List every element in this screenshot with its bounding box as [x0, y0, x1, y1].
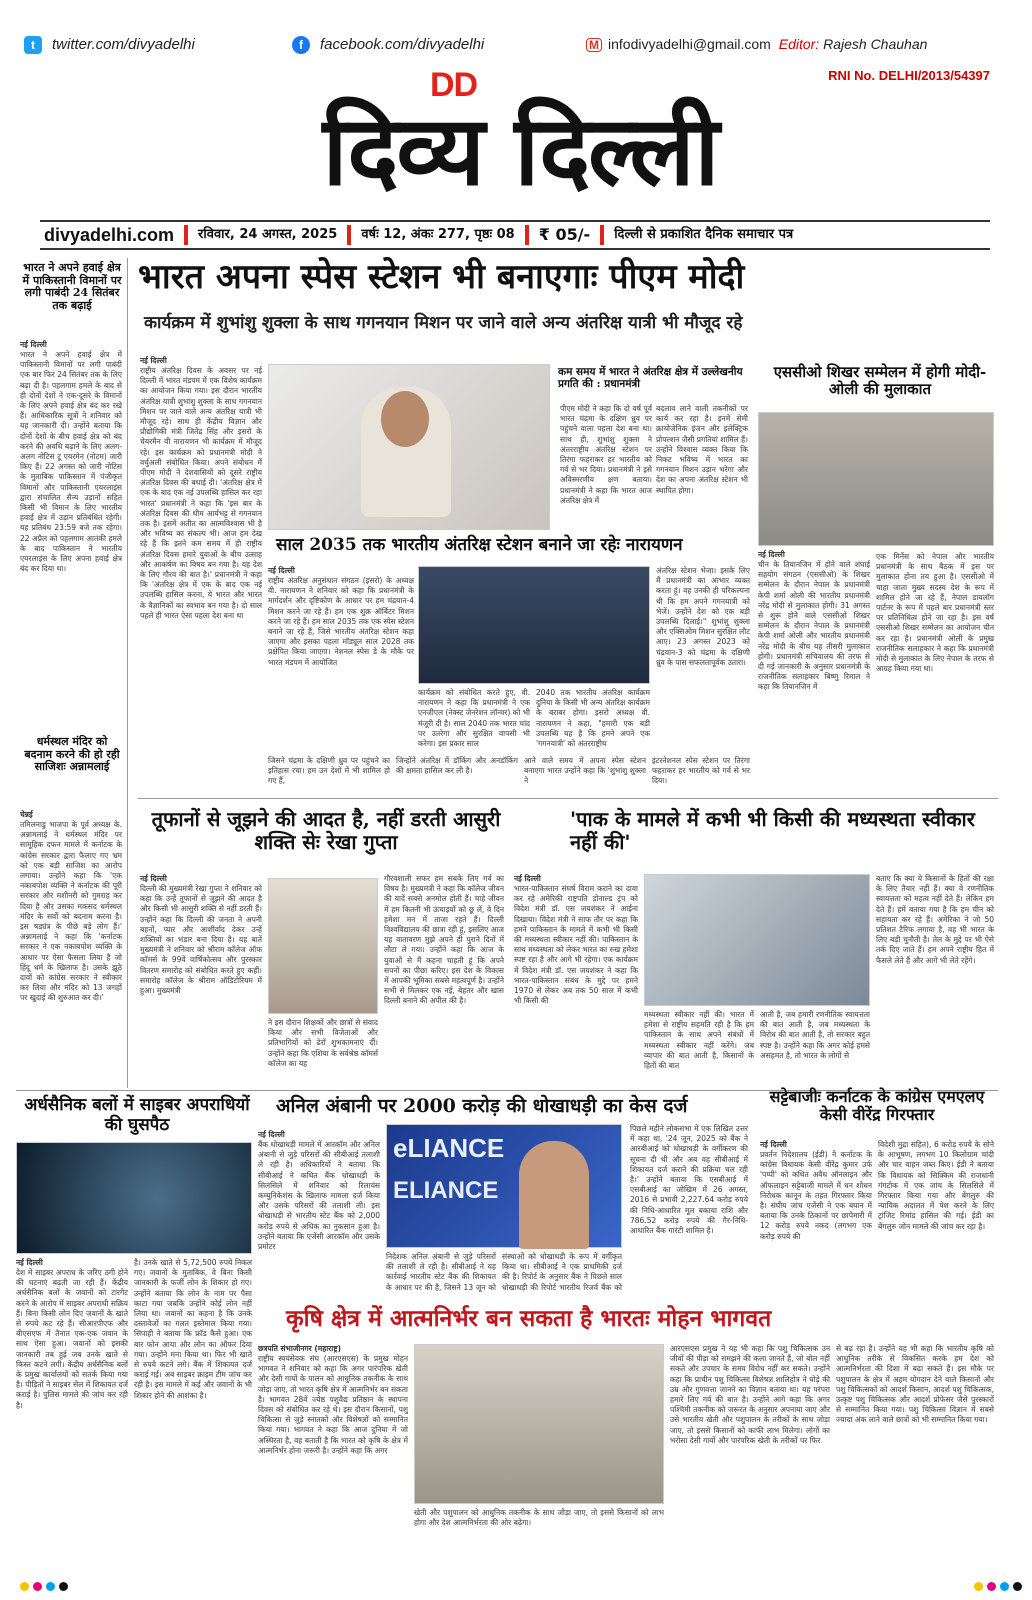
left-brief-headline-2: धर्मस्थल मंदिर को बदनाम करने की हो रही साजिशः अन्नामलाई [24, 735, 120, 774]
rekha-col-1: दिल्ली की मुख्यमंत्री रेखा गुप्ता ने शनिवार को कहा कि उन्हें तूफानों से जूझने की आदत है और किसी भी आसुरी शक्ति से नहीं डरती हैं। उन्होंने कहा कि दिल्ली की जनता ने अपनी बहनों, प्यार और आशीर्वाद देकर उन्हें शक्तियों का भंडार बना दिया है। यह बातें मुख्यमंत्री ने शनिवार को श्रीराम कॉलेज ऑफ कॉमर्स के 99वें वार्षिकोत्सव और पुरस्कार वितरण समारोह को संबोधित करते हुए कहीं। समारोह कॉलेज के श्रीराम ऑडिटोरियम में हुआ। मुख्यमंत्री [140, 884, 262, 996]
bhagwat-headline: कृषि क्षेत्र में आत्मनिर्भर बन सकता है भारतः मोहन भागवत [286, 1305, 772, 1332]
pak-dateline: नई दिल्ली [514, 874, 541, 883]
lead-body: राष्ट्रीय अंतरिक्ष दिवस के अवसर पर नई दिल्ली में भारत मंडपम में एक विशेष कार्यक्रम का आयोजन किया गया। इस दौरान भारतीय अंतरिक्ष यात्री शुभांशु शुक्ला के साथ गगनयान मिशन पर जाने वाले अन्य अंतरिक्ष यात्री भी मौजूद रहे। साथ ही केंद्रीय विज्ञान और प्रौद्योगिकी मंत्री जितेंद्र सिंह और इसरो के चेयरमैन वी नारायणन भी कार्यक्रम में मौजूद रहे। इस कार्यक्रम को प्रधानमंत्री मोदी ने वर्चुअली संबोधित किया। अपने संबोधन में पीएम मोदी ने देशवासियों को दूसरे राष्ट्रीय अंतरिक्ष दिवस की बधाई दी। 'अंतरिक्ष क्षेत्र में एक के बाद एक नई उपलब्धि हासिल कर रहा भारत' प्रधानमंत्री ने कहा कि 'इस बार के अंतरिक्ष दिवस की थीम आर्यभट्ट से गगनयान तक है। इसमें अतीत का आत्मविश्वास भी है और भविष्य का संकल्प भी। आज हम देख रहे हैं कि इतने कम समय में ही राष्ट्रीय अंतरिक्ष दिवस हमारे युवाओं के बीच उत्साह और आकर्षण का विषय बन गया है। यह देश के लिए गौरव की बात है।' प्रधानमंत्री ने कहा कि 'अंतरिक्ष क्षेत्र में एक के बाद एक नई उपलब्धि हासिल करना, ये भारत और भारत के वैज्ञानिकों का स्वभाव बन गया है। दो साल पहले ही भारत ऐसा पहला देश बना था [140, 366, 262, 620]
facebook-link[interactable]: f facebook.com/divyadelhi [292, 36, 484, 54]
hacker-photo [16, 1142, 252, 1254]
narayanan-foot-3: आने वाले समय में अपना स्पेस स्टेशन बनाएगा भारत उन्होंने कहा कि 'शुभांशु शुक्ला ने [524, 756, 646, 786]
narayanan-foot-4: इंटरनेशनल स्पेस स्टेशन पर तिरंगा फहराकर हर भारतीय को गर्व से भर दिया। [652, 756, 750, 786]
facebook-icon: f [292, 36, 310, 54]
email-link[interactable]: M infodivyadelhi@gmail.com Editor: Rajesh Chauhan [586, 36, 927, 52]
cyber-col-2: है। उनके खाते से 5,72,500 रुपये निकल गए। जवानों के मुताबिक, वे बिना किसी जानकारी के फर्जी लोन के शिकार हो गए। उन्होंने बताया कि लोन के नाम पर पैसा काटा गया जबकि उन्होंने कोई लोन नहीं लिया था। जवानों का कहना है कि उनके दस्तावेजों का गलत इस्तेमाल किया गया। सिपाही ने बताया कि फ्रॉड कैसे हुआ। एक बार फोन आया और लोन का ऑफर दिया गया। उन्होंने मना किया था। फिर भी खाते से रुपये कटने लगे। बैंक में शिकायत दर्ज कराई गई। अब साइबर क्राइम टीम जांच कर रही है। इस मामले में कई और जवानों के भी शिकार होने की आशंका है। [134, 1258, 252, 1400]
rekha-col-2: ने इस दौरान शिक्षकों और छात्रों से संवाद किया और सभी विजेताओं और प्रतिभागियों को ढेरों शुभकामनाएं दीं। उन्होंने कहा कि एशिया के सर्वश्रेष्ठ कॉमर्स कॉलेज का यह [268, 1018, 378, 1068]
narayanan-foot-2: जिन्होंने अंतरिक्ष में डॉकिंग और अनडॉकिंग की क्षमता हासिल कर ली है। [396, 756, 518, 776]
column-divider [127, 258, 128, 1088]
rekha-col-3: गौरवशाली सफर हम सबके लिए गर्व का विषय है। मुख्यमंत्री ने कहा कि कॉलेज जीवन की यादें सबसे अनमोल होती हैं। चाहे जीवन में हम कितनी भी ऊंचाइयों को छू लें, वे दिन हमेशा मन में ताजा रहते हैं। दिल्ली विश्वविद्यालय की छात्रा रही हूं, इसलिए आज यह वातावरण मुझे अपने ही पुराने दिनों में लौटा ले गया। उन्होंने कहा कि आज के युवाओं से मैं कहना चाहती हूं कि अपने सपनों का पीछा करिए। इस देश के विकास में आपकी भूमिका सबसे महत्वपूर्ण है। उन्होंने सभी से मिलकर एक नई, बेहतर और खास दिल्ली बनाने की अपील की है। [384, 874, 504, 1006]
sco-headline: एससीओ शिखर सम्मेलन में होगी मोदी-ओली की मुलाकात [773, 363, 987, 399]
section-divider [138, 798, 998, 799]
rekha-dateline: नई दिल्ली [140, 874, 167, 883]
registration-marks-left [20, 1582, 68, 1591]
anil-headline: अनिल अंबानी पर 2000 करोड़ की धोखाधड़ी का केस दर्ज [276, 1095, 688, 1117]
left-brief-body: भारत ने अपने हवाई क्षेत्र में पाकिस्तानी विमानों पर लगी पाबंदी एक बार फिर 24 सितंबर तक के लिए बढ़ा दी है। पहलगाम हमले के बाद से ही दोनों देशों ने एक-दूसरे के विमानों के लिए अपने हवाई क्षेत्र बंद कर रखे हैं। आधिकारिक सूत्रों ने शनिवार को यह जानकारी दी। उन्होंने बताया कि दोनों देशों के बीच हवाई क्षेत्र को बंद करने की अवधि बढ़ाने के लिए अलग-अलग नोटिस टू एयरमेन (नोटम) जारी किए हैं। 22 अगस्त को जारी नोटिस के मुताबिक पाकिस्तान में पंजीकृत विमानों और पाकिस्तानी एयरलाइंस द्वारा संचालित सैन्य उड़ानों सहित किसी भी विमान के लिए भारतीय हवाई क्षेत्र में उड़ान प्रतिबंधित रहेगी। यह प्रतिबंध 23:59 बजे तक रहेगा। 22 अप्रैल को पहलगाम आतंकी हमले के बाद पाकिस्तान ने भारतीय एयरलाइंस के लिए अपना हवाई क्षेत्र बंद कर दिया था। [20, 350, 122, 574]
isro-event-photo [418, 566, 650, 684]
narayanan-col-3: 2040 तक भारतीय अंतरिक्ष कार्यक्रम दुनिया के किसी भी अन्य अंतरिक्ष कार्यक्रम के बराबर होगा। इसरो अध्यक्ष वी. नारायणन ने कहा, "हमारी एक बड़ी उपलब्धि यह है कि हमने अपने एक 'गगनयात्री' को अंतरराष्ट्रीय [536, 688, 650, 749]
left-brief-headline: भारत ने अपने हवाई क्षेत्र में पाकिस्तानी विमानों पर लगी पाबंदी 24 सितंबर तक बढ़ाई [22, 261, 122, 312]
issue-date: रविवार, 24 अगस्त, 2025 [188, 225, 351, 245]
bhagwat-event-photo [414, 1344, 664, 1504]
issue-number: वर्षः 12, अंकः 277, पृष्ठः 08 [351, 225, 528, 245]
narayanan-col-4: अंतरिक्ष स्टेशन भेजा। इसके लिए मैं प्रधानमंत्री का आभार व्यक्त करता हूं। वह उनकी ही परिकल्पना थी कि हम अपने गगनयात्री को भेजें। उन्होंने देश को एक बड़ी उपलब्धि दिलाई।" शुभांशु शुक्ला और एक्सिओम मिशन सुरक्षित लौट आए। 23 अगस्त 2023 को चंद्रयान-3 को चंद्रमा के दक्षिणी ध्रुव के पास सफलतापूर्वक उतारा। [656, 566, 750, 667]
lead-headline: भारत अपना स्पेस स्टेशन भी बनाएगाः पीएम मोदी [138, 257, 745, 297]
dd-logo: DD [430, 66, 478, 104]
reliance-sign-1: eLIANCE [393, 1133, 505, 1163]
anil-col-2: निदेशक अनिल अंबानी से जुड़े परिसरों की तलाशी ले रही है। सीबीआई ने यह कार्रवाई भारतीय स्टेट बैंक की शिकायत के आधार पर की है, जिसने 13 जून को [386, 1252, 496, 1292]
cyber-col-1: देश में साइबर अपराध के जरिए ठगी होने की घटनाएं बढ़ती जा रही हैं। केंद्रीय अर्धसैनिक बलों के जवानों को टारगेट करने के आरोप में साइबर अपराधी सक्रिय हैं। बिना किसी लोन दिए जवानों के खाते से रुपये कट रहे हैं। सीआरपीएफ और बीएसएफ में तैनात एक-एक जवान के साथ ऐसा हुआ। जवानों को इसकी जानकारी तब हुई जब उनके खाते से किस्त कटने लगी। केंद्रीय अर्धसैनिक बलों के प्रमुख कार्यालयों को सतर्क किया गया है। पीड़ितों ने साइबर सेल में शिकायत दर्ज कराई है। पुलिस मामले की जांच कर रही है। [16, 1268, 128, 1410]
sco-dateline: नई दिल्ली [758, 550, 785, 559]
bhagwat-dateline: छत्रपति संभाजीनगर (महाराष्ट्र) [258, 1344, 341, 1353]
registration-marks-right [974, 1582, 1022, 1591]
info-bar [40, 220, 990, 250]
editor-name: Rajesh Chauhan [823, 36, 928, 52]
reliance-sign-2: ELIANCE [393, 1177, 499, 1204]
anil-ambani-photo [386, 1124, 622, 1248]
karnataka-headline: सट्टेबाजीः कर्नाटक के कांग्रेस एमएलए केसी वीरेंद्र गिरफ्तार [769, 1087, 985, 1125]
jaishankar-photo [644, 874, 870, 1006]
left-brief-dateline-2: चेन्नई [20, 810, 33, 819]
pak-col-2: मध्यस्थता स्वीकार नहीं की। भारत में हमेशा से राष्ट्रीय सहमति रही है कि हम पाकिस्तान के साथ अपने संबंधों में मध्यस्थता स्वीकार नहीं करेंगे। जब व्यापार की बात आती है, किसानों के हितों की बात [644, 1010, 754, 1071]
pak-col-1: भारत-पाकिस्तान संघर्ष विराम कराने का दावा कर रहे अमेरिकी राष्ट्रपति डोनाल्ड ट्रंप को विदेश मंत्री डॉ. एस जयशंकर ने आईना दिखाया। विदेश मंत्री ने साफ तौर पर कहा कि हमने पाकिस्तान के मामले में कभी भी किसी की मध्यस्थता स्वीकार नहीं की। पाकिस्तान के साथ मध्यस्थता को लेकर भारत का रुख हमेशा स्पष्ट रहा है और आगे भी रहेगा। एक कार्यक्रम में विदेश मंत्री डॉ. एस जयशंकर ने कहा कि भारत-पाकिस्तान संबंध के मुद्दे पर हमने 1970 से लेकर अब तक 50 साल में कभी भी किसी की [514, 884, 638, 1006]
bhagwat-caption: खेती और पशुपालन को आधुनिक तकनीक के साथ जोड़ा जाए, तो इससे किसानों को लाभ होगा और देश आत्मनिर्भरता की ओर बढ़ेगा। [414, 1508, 664, 1528]
lead-dateline: नई दिल्ली [140, 356, 167, 365]
sco-col-2: एक मिनेंस को नेपाल और भारतीय प्रधानमंत्री के साथ बैठक में इस पर मुलाकात होना तय हुआ है। एससीओ में चाहा जाता मुख्य सदस्य देश के रूप में शामिल होने जा रहे हैं, नेपाल डायलॉग पार्टनर के रूप में पहले बार प्रधानमंत्री स्तर पर प्रतिनिधित्व होने जा रहा है। इस वर्ष एससीओ शिखर सम्मेलन का आयोजन चीन कर रहा है। प्रधानमंत्री ओली के प्रमुख राजनीतिक सलाहकार ने कहा कि प्रधानमंत्री मोदी से मुलाकात के लिए नेपाल के तरफ से आग्रह किया गया था। [876, 552, 994, 674]
narayanan-foot-1: जिसने चंद्रमा के दक्षिणी ध्रुव पर पहुंचने का इतिहास रचा। हम उन देशों में भी शामिल हो गए हैं, [268, 756, 390, 786]
masthead [210, 66, 830, 216]
cyber-dateline: नई दिल्ली [16, 1258, 43, 1267]
rni-number: RNI No. DELHI/2013/54397 [828, 68, 990, 83]
editor-label: Editor: [778, 36, 820, 52]
narayanan-headline: साल 2035 तक भारतीय अंतरिक्ष स्टेशन बनाने जा रहेः नारायणन [276, 535, 683, 555]
pm-modi-photo [268, 364, 550, 530]
mail-icon: M [586, 38, 602, 52]
lead-pull-quote: कम समय में भारत ने अंतरिक्ष क्षेत्र में उल्लेखनीय प्रगति की : प्रधानमंत्री [558, 366, 743, 391]
bhagwat-col-4: से बढ़ रहा है। उन्होंने यह भी कहा कि भारतीय कृषि को आधुनिक तरीके से विकसित करके हम देश को आत्मनिर्भरता की दिशा में बढ़ा सकते हैं। इस मौके पर पशुपालन के क्षेत्र में अहम योगदान देने वाले किसानों और पशु चिकित्सकों को आदर्श किसान, आदर्श पशु चिकित्सक, उत्कृष्ट पशु चिकित्सक और आदर्श प्रोफेसर जैसे पुरस्कारों से सम्मानित किया गया। पशु चिकित्सा विज्ञान में सबसे ज्यादा अंक लाने वाले छात्रों को भी सम्मानित किया गया। [836, 1344, 994, 1425]
website-link[interactable]: divyadelhi.com [40, 225, 188, 245]
left-brief-dateline: नई दिल्ली [20, 340, 47, 349]
narayanan-dateline: नई दिल्ली [268, 566, 295, 575]
pak-col-3: आती है, जब हमारी रणनीतिक स्वायत्तता की बात आती है, जब मध्यस्थता के विरोध की बात आती है, तो सरकार बहुत स्पष्ट है। उन्होंने कहा कि अगर कोई हमसे असहमत है, तो भारत के लोगों से [760, 1010, 870, 1060]
anil-dateline: नई दिल्ली [258, 1130, 285, 1139]
karnataka-dateline: नई दिल्ली [760, 1140, 787, 1149]
narayanan-col-2: कार्यक्रम को संबोधित करते हुए, वी. नारायणन ने कहा कि प्रधानमंत्री ने एक एनजीएल (नेक्स्ट जेनरेशन लॉन्चर) को भी मंजूरी दी है। साल 2040 तक भारत चांद पर उतरेगा और सुरक्षित वापसी भी करेगा। इस प्रकार साल [418, 688, 530, 749]
twitter-link[interactable]: t twitter.com/divyadelhi [24, 36, 195, 54]
twitter-icon: t [24, 36, 42, 54]
anil-col-3: संस्थाओं को धोखाधड़ी के रूप में वर्गीकृत किया था। सीबीआई ने एक प्राथमिकी दर्ज की है। रिपोर्ट के अनुसार बैंक ने पिछले साल धोखाधड़ी की रिपोर्ट भारतीय रिजर्व बैंक को [502, 1252, 622, 1292]
lead-col-3: बदलाव लाने वाली तकनीकों पर कार्य कर रहा है। इनमें सेमी क्रायोजेनिक इंजन और इलेक्ट्रिक प्रोपल्शन जैसी प्रगतियां शामिल हैं। उन्होंने विश्वास व्यक्त किया कि निकट भविष्य में भारत का गगनयान मिशन उड़ान भरेगा और देश का अपना अंतरिक्ष स्टेशन भी स्थापित होगा। [656, 404, 748, 495]
karnataka-col-2: विदेशी मुद्रा सहित), 6 करोड़ रुपये के सोने के आभूषण, लगभग 10 किलोग्राम चांदी और चार वाहन जब्त किए। ईडी ने बताया कि विधायक को सिक्किम की राजधानी गंगटोक में एक जांच के सिलसिले में गिरफ्तार किया गया और बेंगलुरु की न्यायिक अदालत में पेश करने के लिए ट्रांजिट रिमांड हासिल की गई। ईडी का बेंगलुरु जोन मामले की जांच कर रहा है। [878, 1140, 994, 1231]
pak-headline: 'पाक के मामले में कभी भी किसी की मध्यस्थता स्वीकार नहीं की' [570, 807, 975, 854]
anil-col-4: पिछले महीने लोकसभा में एक लिखित उत्तर में कहा था, '24 जून, 2025 को बैंक ने आरबीआई को धोखाधड़ी के वर्गीकरण की सूचना दी थी और अब वह सीबीआई में शिकायत दर्ज कराने की प्रक्रिया चल रही है।' उन्होंने बताया कि एसबीआई में एसबीआई का जोखिम में 26 अगस्त, 2016 से प्रभावी 2,227.64 करोड़ रुपये की निधि-आधारित मूल बकाया राशि और 786.52 करोड़ रुपये की गैर-निधि-आधारित बैंक गारंटी शामिल है। [630, 1124, 748, 1236]
bhagwat-col-1: राष्ट्रीय स्वयंसेवक संघ (आरएसएस) के प्रमुख मोहन भागवत ने शनिवार को कहा कि अगर पारंपरिक खेती और देसी गायों के पालन को आधुनिक तकनीक के साथ जोड़ा जाए, तो भारत कृषि क्षेत्र में आत्मनिर्भर बन सकता है। भागवत 28वें ज्येष्ठ पशुवैद्य प्रतिष्ठान के स्थापना दिवस को संबोधित कर रहे थे। इस दौरान किसानों, पशु चिकित्सा से जुड़े स्नातकों और विशेषज्ञों को सम्मानित किया गया। भागवत ने कहा कि आज दुनिया में जो अस्थिरता है, वह बताती है कि भारत को कृषि के क्षेत्र में आत्मनिर्भर होना जरूरी है। उन्होंने कहा कि अगर [258, 1354, 408, 1455]
pak-col-4: बताए कि क्या ये किसानों के हितों की रक्षा के लिए तैयार नहीं हैं। क्या वे रणनीतिक स्वायत्तता को महत्व नहीं देते हैं। लेकिन हम देते हैं। हमें बताया गया है कि हम चीन को सहायता कर रहे हैं। अमेरिका ने जो 50 प्रतिशत टैरिफ लगाया है, वह भी भारत के लिए बड़ी चुनौती है। तेल के मुद्दे पर भी ऐसे तर्क दिए जाते हैं। हम अपने राष्ट्रीय हित में फैसले लेते हैं और आगे भी लेते रहेंगे। [876, 874, 994, 965]
modi-oli-photo [758, 412, 994, 546]
sco-col-1: चीन के तियानजिन में होने वाले शंघाई सहयोग संगठन (एससीओ) के शिखर सम्मेलन के दौरान नेपाल के प्रधानमंत्री केपी शर्मा ओली की भारतीय प्रधानमंत्री नरेंद्र मोदी से मुलाकात होगी। 31 अगस्त से शुरू होने वाले एससीओ शिखर सम्मेलन के दौरान नेपाल के प्रधानमंत्री केपी शर्मा ओली और भारतीय प्रधानमंत्री नरेंद्र मोदी के बीच यह तीसरी मुलाकात होगी। प्रधानमंत्री सचिवालय की तरफ से दी गई जानकारी के अनुसार प्रधानमंत्री के राजनीतिक सलाहकार बिष्णु रिमाल ने कहा कि तियानजिन में [758, 560, 870, 692]
tagline: दिल्ली से प्रकाशित दैनिक समाचार पत्र [614, 227, 794, 242]
rekha-headline: तूफानों से जूझने की आदत है, नहीं डरती आसुरी शक्ति सेः रेखा गुप्ता [151, 807, 501, 854]
lead-subheadline: कार्यक्रम में शुभांशु शुक्ला के साथ गगनयान मिशन पर जाने वाले अन्य अंतरिक्ष यात्री भी मौजूद रहे [144, 313, 743, 333]
bhagwat-col-3: आरएसएस प्रमुख ने यह भी कहा कि पशु चिकित्सक उन जीवों की पीड़ा को समझने की कला जानते हैं, जो बोल नहीं सकते और उपचार के समय विरोध नहीं कर सकते। उन्होंने कहा कि प्राचीन पशु चिकित्सा विशेषज्ञ शालिहोत्र ने घोड़े की उम्र और गुणवत्ता जानने का विज्ञान बताया था। यह परंपरा हमारे लिए गर्व की बात है। उन्होंने आगे कहा कि अगर पश्चिमी तकनीक को जरूरत के अनुसार अपनाया जाए और उसे भारतीय खेती और पशुपालन के तरीकों के साथ जोड़ा जाए, तो इससे किसानों को काफी लाभ मिलेगा। लोगों का भरोसा देसी गायों और पारंपरिक खेती के तरीकों पर फिर [670, 1344, 830, 1445]
karnataka-col-1: प्रवर्तन निदेशालय (ईडी) ने कर्नाटक के कांग्रेस विधायक केसी वीरेंद्र कुमार उर्फ 'पप्पी' को कथित अवैध ऑनलाइन और ऑफलाइन सट्टेबाजी मामले में धन शोधन निरोधक कानून के तहत गिरफ्तार किया है। संघीय जांच एजेंसी ने एक बयान में बताया कि उनके ठिकानों पर छापेमारी में 12 करोड़ रुपये नकद (लगभग एक करोड़ रुपये की [760, 1150, 872, 1241]
narayanan-col-1: राष्ट्रीय अंतरिक्ष अनुसंधान संगठन (इसरो) के अध्यक्ष वी. नारायणन ने शनिवार को कहा कि प्रधानमंत्री के मार्गदर्शन और दृष्टिकोण के आधार पर हम चंद्रयान-4 मिशन करने जा रहे हैं। हम एक शुक्र ऑर्बिटर मिशन करने जा रहे हैं। हम साल 2035 तक एक स्पेस स्टेशन बनाने जा रहे हैं, जिसे भारतीय अंतरिक्ष स्टेशन कहा जाएगा और इसका पहला मॉड्यूल साल 2028 तक प्रक्षेपित किया जाएगा। नेशनल स्पेस डे के मौके पर भारत मंडपम में आयोजित [268, 576, 414, 667]
left-brief-body-2: तमिलनाडु भाजपा के पूर्व अध्यक्ष के. अन्नामलाई ने धर्मस्थल मंदिर पर सामूहिक दफन मामले में कर्नाटक के कांग्रेस सरकार द्वारा फैलाए गए भ्रम को एक बड़ी साजिश का आरोप लगाया। उन्होंने कहा कि 'एक नकाबपोश व्यक्ति ने कर्नाटक की पूरी सरकार और मशीनरी को गुमराह कर दिया है और उसका मकसद धर्मस्थल मंदिर के सर्वो को बदनाम करना है। इस षड्यंत्र के पीछे बड़े लोग हैं।' अन्नामलाई ने कहा कि 'कर्नाटक सरकार ने एक नकाबपोश व्यक्ति के आधार पर ऐसा फैसला लिया है जो हिंदू धर्म के खिलाफ है। उसके झूठे दावों को कांग्रेस सरकार ने स्वीकार कर लिया और मंदिर को 13 जगहों पर खुदाई की शुरुआत कर दी।' [20, 820, 122, 1003]
rekha-gupta-photo [268, 878, 378, 1014]
social-bar [0, 0, 1032, 60]
newspaper-title: दिव्य दिल्ली [322, 94, 718, 207]
cyber-headline: अर्धसैनिक बलों में साइबर अपराधियों की घुसपैठ [24, 1095, 250, 1135]
price: ₹ 05/- [529, 225, 604, 245]
lead-col-2: पीएम मोदी ने कहा कि दो वर्ष पूर्व भारत चंद्रमा के दक्षिण ध्रुव पर पहुंचने वाला पहला देश बना था। साथ ही, शुभांशु शुक्ला ने अंतरराष्ट्रीय अंतरिक्ष स्टेशन पर तिरंगा फहराकर हर भारतीय को गर्व से भर दिया। प्रधानमंत्री ने इसे अविस्मरणीय क्षण बताया। प्रधानमंत्री ने कहा कि भारत आज अंतरिक्ष क्षेत्र में [560, 404, 652, 505]
anil-col-1: बैंक धोखाधड़ी मामले में आरकॉम और अनिल अंबानी से जुड़े परिसरों की सीबीआई तलाशी ले रही है। अधिकारियों ने बताया कि सीबीआई ने कथित बैंक धोखाधड़ी के सिलसिले में शनिवार को रिलायंस कम्युनिकेशंस के खिलाफ मामला दर्ज किया और उसके परिसरों की तलाशी ली। इस धोखाधड़ी से भारतीय स्टेट बैंक को 2,000 करोड़ रुपये से अधिक का नुकसान हुआ है। उन्होंने बताया कि एजेंसी आरकॉम और उसके प्रमोटर [258, 1140, 380, 1252]
